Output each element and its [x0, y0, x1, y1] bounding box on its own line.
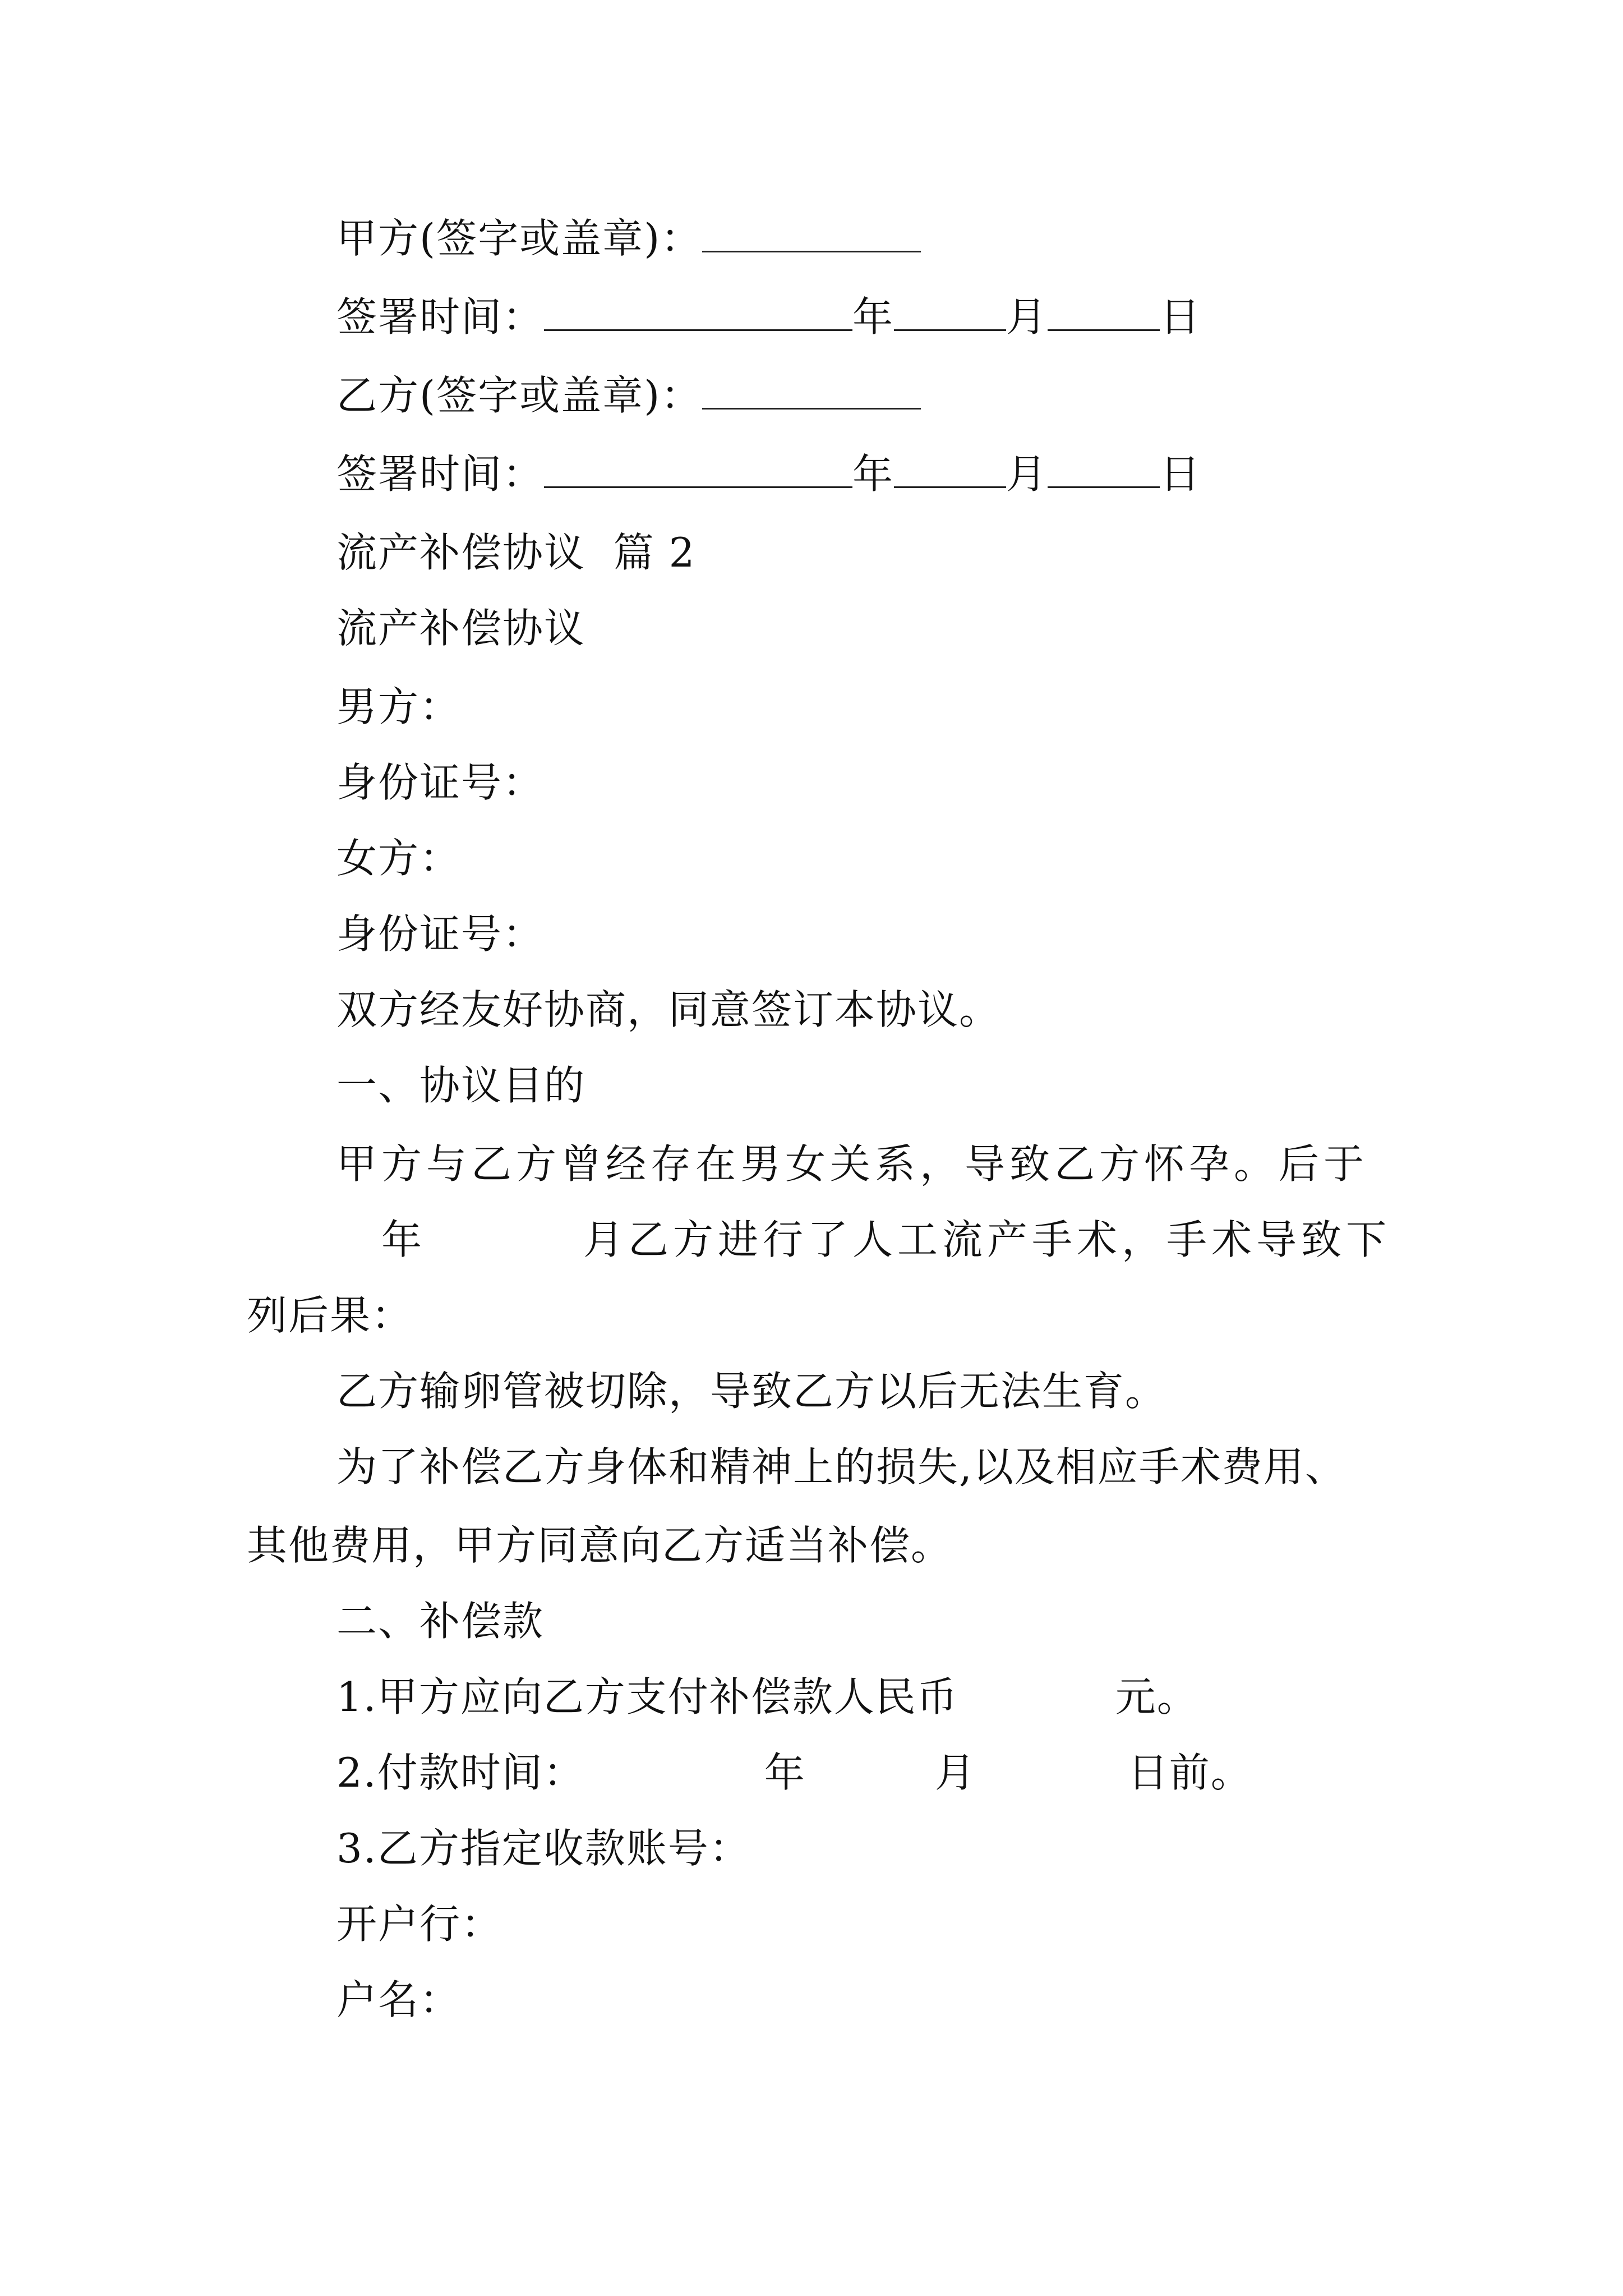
party-a-signature-blank: [702, 217, 921, 252]
day-label: 日: [1160, 450, 1202, 498]
item2-label: 2.付款时间：: [336, 1749, 585, 1796]
item2-year: 年: [764, 1749, 806, 1796]
party-a-signature-line: [336, 213, 921, 264]
year-blank: [544, 453, 852, 488]
female-party-label: 女方：: [336, 835, 462, 882]
party-b-signature-line: [336, 370, 921, 421]
month-label: 月: [1006, 293, 1048, 341]
para1-rest-text: 月乙方进行了人工流产手术，手术导致下: [583, 1216, 1391, 1263]
party-b-signature-blank: [702, 374, 921, 409]
section2-item2: [336, 1747, 1252, 1798]
section2-item3: 3.乙方指定收款账号：: [336, 1825, 751, 1872]
item1-text: 1.甲方应向乙方支付补偿款人民币: [336, 1673, 958, 1720]
party-a-label: 甲方(签字或盖章)：: [336, 215, 703, 262]
day-label: 日: [1160, 293, 1202, 341]
item1-unit: 元。: [1115, 1673, 1198, 1720]
item2-month: 月: [934, 1749, 976, 1796]
sign-date-label: 签署时间：: [336, 293, 545, 341]
section2-heading: 二、补偿款: [336, 1598, 545, 1645]
section-heading: 流产补偿协议 篇 2: [336, 529, 696, 576]
party-b-label: 乙方(签字或盖章)：: [336, 372, 703, 419]
para1-year-label: 年: [381, 1216, 427, 1263]
month-blank: [894, 296, 1006, 331]
document-title: 流产补偿协议: [336, 605, 586, 652]
section1-para3-line1: 为了补偿乙方身体和精神上的损失,以及相应手术费用、: [336, 1443, 1347, 1490]
male-party-label: 男方：: [336, 683, 462, 730]
month-label: 月: [1006, 450, 1048, 498]
male-id-label: 身份证号：: [336, 759, 545, 806]
day-blank: [1048, 296, 1160, 331]
section1-para1-line1: 甲方与乙方曾经存在男女关系，导致乙方怀孕。后于: [336, 1140, 1369, 1188]
sign-date-line-2: [336, 449, 1201, 499]
female-id-label: 身份证号：: [336, 910, 545, 958]
section1-para3-line2: 其他费用，甲方同意向乙方适当补偿。: [247, 1522, 953, 1569]
section2-item1: [336, 1672, 1198, 1722]
year-blank: [544, 296, 852, 331]
bank-label: 开户行：: [336, 1901, 503, 1948]
section1-para1-line2: [336, 1214, 1391, 1265]
sign-date-label: 签署时间：: [336, 450, 545, 498]
day-blank: [1048, 453, 1160, 488]
year-label: 年: [852, 293, 895, 341]
month-blank: [894, 453, 1006, 488]
section1-para2: 乙方输卵管被切除，导致乙方以后无法生育。: [336, 1368, 1167, 1415]
item2-day: 日前。: [1127, 1749, 1252, 1796]
account-name-label: 户名：: [336, 1976, 462, 2023]
section1-heading: 一、协议目的: [336, 1062, 586, 1109]
year-label: 年: [852, 450, 895, 498]
section1-para1-line3: 列后果：: [247, 1292, 413, 1339]
sign-date-line-1: [336, 292, 1201, 342]
intro-paragraph: 双方经友好协商，同意签订本协议。: [336, 986, 1001, 1033]
